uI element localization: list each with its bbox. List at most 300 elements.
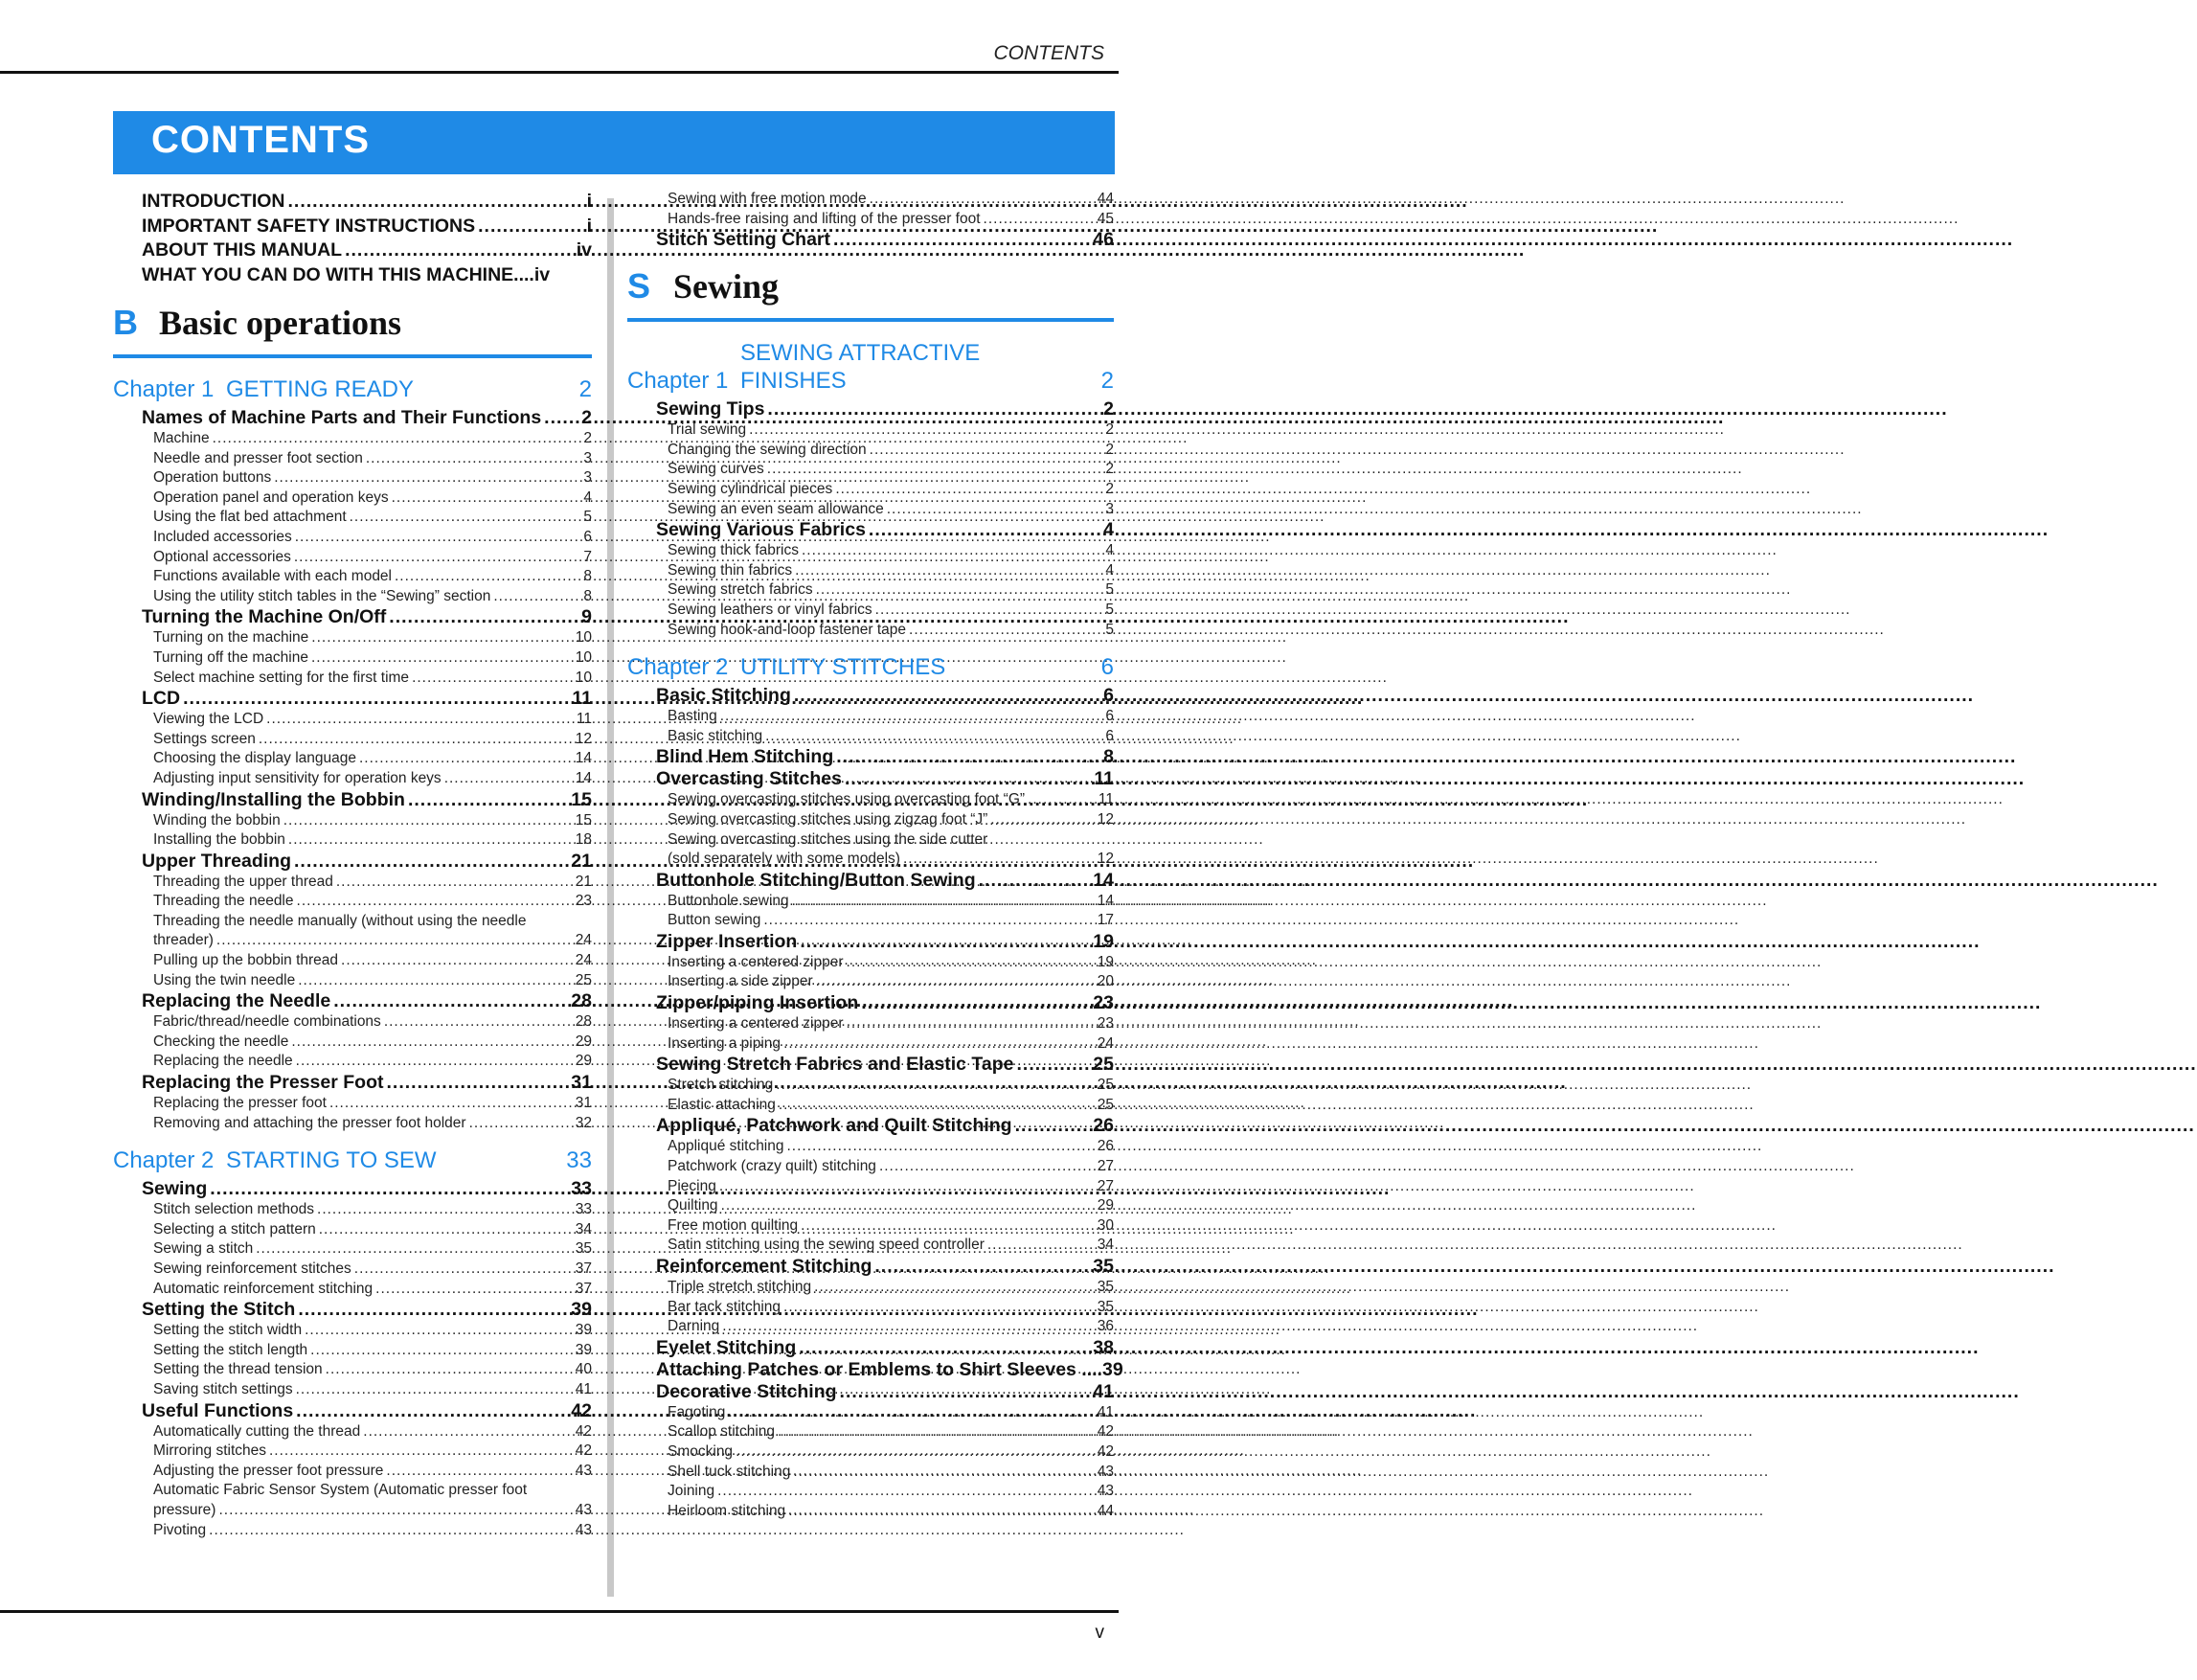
dot-leader xyxy=(363,1422,572,1442)
toc-subsection[interactable] xyxy=(627,480,1114,500)
dot-leader xyxy=(412,669,573,689)
toc-page-number: 9 xyxy=(581,606,592,628)
toc-entry-title: Fagoting xyxy=(668,1403,726,1420)
toc-page-number: 41 xyxy=(1097,1403,1114,1420)
toc-section[interactable] xyxy=(627,931,1114,953)
toc-intro-entry[interactable] xyxy=(113,263,592,288)
toc-subsection[interactable] xyxy=(113,710,592,730)
dot-leader xyxy=(310,1341,573,1361)
toc-subsection[interactable] xyxy=(627,580,1114,601)
toc-entry-title: Inserting a piping xyxy=(668,1034,781,1052)
toc-section[interactable] xyxy=(627,519,1114,541)
toc-page-number: 42 xyxy=(571,1399,592,1421)
toc-section[interactable] xyxy=(627,746,1114,768)
toc-subsection[interactable] xyxy=(627,1216,1114,1237)
toc-page-number: 14 xyxy=(1097,892,1114,909)
toc-section[interactable] xyxy=(627,1256,1114,1278)
toc-entry-title: Reinforcement Stitching xyxy=(656,1256,872,1277)
toc-entry-title: Replacing the Needle xyxy=(142,990,331,1012)
toc-entry-title: Checking the needle xyxy=(153,1033,289,1050)
dot-leader xyxy=(288,830,573,851)
toc-entry-title: Pulling up the bobbin thread xyxy=(153,952,339,969)
toc-subsection[interactable] xyxy=(113,892,592,912)
toc-page-number: 5 xyxy=(583,509,592,526)
toc-section[interactable] xyxy=(627,398,1114,420)
toc-page-number: 38 xyxy=(1093,1336,1114,1358)
toc-subsection[interactable] xyxy=(627,621,1114,641)
dot-leader xyxy=(259,730,573,750)
toc-page-number: 39 xyxy=(1101,1358,1123,1380)
toc-subsection[interactable] xyxy=(113,1260,592,1280)
toc-subsection[interactable] xyxy=(627,1014,1114,1034)
toc-entry-title: LCD xyxy=(142,688,181,710)
toc-entry-title: Saving stitch settings xyxy=(153,1380,293,1397)
part-letter: B xyxy=(113,303,138,342)
dot-leader xyxy=(875,601,1103,621)
toc-entry-title: Choosing the display language xyxy=(153,750,356,767)
toc-page-number: 4 xyxy=(1103,519,1114,541)
toc-subsection-first-line: Threading the needle manually (without using the needle xyxy=(153,912,527,929)
dot-leader xyxy=(984,210,1095,230)
dot-leader xyxy=(296,1400,568,1422)
toc-subsection[interactable] xyxy=(113,1321,592,1341)
toc-entry-title: Basting xyxy=(668,708,717,725)
dot-leader xyxy=(386,1462,572,1482)
toc-subsection[interactable] xyxy=(113,730,592,750)
dot-leader xyxy=(835,480,1102,500)
toc-entry-title: Replacing the needle xyxy=(153,1053,293,1070)
toc-subsection[interactable] xyxy=(627,460,1114,480)
toc-entry-title: Buttonhole Stitching/Button Sewing xyxy=(656,869,976,891)
toc-page-number: 23 xyxy=(575,893,592,910)
toc-entry-title: Included accessories xyxy=(153,528,292,545)
toc-subsection[interactable] xyxy=(113,1033,592,1053)
toc-subsection[interactable] xyxy=(627,1196,1114,1216)
toc-section[interactable] xyxy=(627,768,1114,790)
toc-page-number: 37 xyxy=(575,1260,592,1277)
toc-page-number: 7 xyxy=(583,548,592,565)
toc-page-number: 39 xyxy=(575,1322,592,1339)
chapter-label: Chapter 1 xyxy=(627,368,729,395)
dot-leader xyxy=(793,1463,1094,1483)
chapter-title xyxy=(740,339,1101,395)
toc-page-number: 28 xyxy=(571,990,592,1012)
toc-subsection[interactable] xyxy=(627,1442,1114,1463)
toc-subsection[interactable] xyxy=(627,500,1114,520)
toc-entry-title: Zipper/piping Insertion xyxy=(656,992,859,1014)
toc-subsection[interactable] xyxy=(627,561,1114,581)
toc-page-number: 17 xyxy=(1097,912,1114,929)
toc-entry-title: Basic stitching xyxy=(668,727,763,744)
toc-entry-title: Machine xyxy=(153,430,210,446)
dot-leader xyxy=(274,468,580,488)
toc-page-number: 11 xyxy=(1094,768,1114,790)
toc-entry-title: Turning on the machine xyxy=(153,629,309,647)
toc-page-number: 26 xyxy=(1097,1138,1114,1155)
dot-leader xyxy=(861,992,1090,1014)
dot-leader xyxy=(721,1196,1095,1216)
toc-page-number: i xyxy=(586,191,592,212)
toc-page-number: 8 xyxy=(583,587,592,604)
toc-subsection-wrap[interactable] xyxy=(113,912,592,951)
toc-page-number: 5 xyxy=(1105,581,1114,599)
toc-subsection[interactable] xyxy=(113,567,592,587)
toc-subsection[interactable] xyxy=(113,1422,592,1442)
toc-entry-title: Settings screen xyxy=(153,730,256,747)
toc-section[interactable] xyxy=(627,1054,1114,1076)
dot-leader xyxy=(296,1380,573,1400)
toc-entry-title: Upper Threading xyxy=(142,850,292,872)
toc-section[interactable] xyxy=(627,229,1114,251)
toc-subsection[interactable] xyxy=(113,1341,592,1361)
toc-subsection-cont-line xyxy=(153,1501,592,1521)
toc-subsection[interactable] xyxy=(113,528,592,548)
toc-subsection[interactable] xyxy=(113,830,592,851)
toc-subsection-first-line: Automatic Fabric Sensor System (Automatic presser foot xyxy=(153,1482,528,1499)
toc-section[interactable] xyxy=(113,1178,592,1200)
toc-intro-entry[interactable] xyxy=(113,238,592,263)
toc-subsection[interactable] xyxy=(113,1360,592,1380)
toc-subsection[interactable] xyxy=(627,1034,1114,1055)
toc-subsection[interactable] xyxy=(113,548,592,568)
toc-page-number: 3 xyxy=(1105,500,1114,517)
toc-page-number: 6 xyxy=(1105,708,1114,725)
toc-subsection[interactable] xyxy=(627,1502,1114,1522)
toc-entry-title: Viewing the LCD xyxy=(153,711,264,728)
toc-subsection[interactable] xyxy=(627,810,1114,830)
toc-entry-title: Bar tack stitching xyxy=(668,1298,781,1315)
toc-subsection[interactable] xyxy=(627,972,1114,992)
page-number: v xyxy=(1095,1623,1104,1643)
toc-page-number: 2 xyxy=(1105,421,1114,439)
dot-leader xyxy=(294,548,581,568)
toc-subsection-cont-line xyxy=(668,850,1114,870)
dot-leader xyxy=(359,749,573,769)
toc-page-number: 43 xyxy=(575,1521,592,1538)
toc-page-number: 33 xyxy=(571,1178,592,1200)
toc-subsection[interactable] xyxy=(627,707,1114,727)
toc-page-number: 10 xyxy=(575,648,592,666)
toc-page-number: 43 xyxy=(575,1462,592,1479)
toc-page-number: 8 xyxy=(583,568,592,585)
toc-subsection[interactable] xyxy=(113,1462,592,1482)
dot-leader xyxy=(392,488,581,509)
toc-page-number: 34 xyxy=(575,1220,592,1237)
dot-leader xyxy=(870,441,1103,461)
toc-page-number: 18 xyxy=(575,831,592,849)
chapter-heading[interactable] xyxy=(113,375,592,403)
toc-entry-title: Sewing stretch fabrics xyxy=(668,581,813,599)
toc-subsection[interactable] xyxy=(113,749,592,769)
toc-subsection[interactable] xyxy=(113,1012,592,1033)
toc-page-number: 36 xyxy=(1097,1318,1114,1335)
dot-leader xyxy=(345,238,574,263)
toc-page-number: 42 xyxy=(1097,1423,1114,1441)
toc-entry-title: Smocking xyxy=(668,1442,734,1460)
chapter-label: Chapter 1 xyxy=(113,376,215,402)
toc-subsection[interactable] xyxy=(627,892,1114,912)
toc-subsection[interactable] xyxy=(113,1114,592,1134)
toc-subsection[interactable] xyxy=(627,1236,1114,1256)
dot-leader xyxy=(799,1337,1090,1359)
toc-subsection[interactable] xyxy=(113,587,592,607)
dot-leader xyxy=(408,789,568,811)
toc-subsection[interactable] xyxy=(627,1482,1114,1502)
chapter-page-number: 2 xyxy=(578,376,592,402)
toc-section[interactable] xyxy=(113,1400,592,1422)
toc-section[interactable] xyxy=(627,870,1114,892)
chapter-page-number: 2 xyxy=(1100,368,1114,395)
dot-leader xyxy=(295,528,581,548)
toc-section[interactable] xyxy=(627,685,1114,707)
toc-subsection[interactable] xyxy=(627,441,1114,461)
dot-leader xyxy=(386,1072,568,1094)
toc-page-number: 10 xyxy=(575,629,592,647)
toc-page-number: 23 xyxy=(1097,1015,1114,1033)
toc-entry-title: Threading the needle xyxy=(153,893,294,910)
toc-subsection[interactable] xyxy=(113,1052,592,1072)
toc-entry-title: Sewing Tips xyxy=(656,398,765,420)
toc-subsection[interactable] xyxy=(113,1442,592,1462)
toc-entry-title: Turning the Machine On/Off xyxy=(142,606,387,628)
toc-subsection[interactable] xyxy=(113,1280,592,1300)
toc-subsection[interactable] xyxy=(113,449,592,469)
chapter-heading[interactable] xyxy=(113,1146,592,1174)
toc-entry-title: Decorative Stitching xyxy=(656,1380,837,1402)
toc-page-number: 11 xyxy=(1098,791,1114,808)
toc-subsection[interactable] xyxy=(627,420,1114,441)
toc-section[interactable] xyxy=(113,688,592,710)
toc-page-number: 12 xyxy=(1097,810,1114,828)
toc-entry-title: Sewing reinforcement stitches xyxy=(153,1260,351,1277)
toc-subsection[interactable] xyxy=(113,468,592,488)
toc-entry-title: Heirloom stitching xyxy=(668,1502,786,1519)
dot-leader xyxy=(717,1482,1095,1502)
toc-entry-title: INTRODUCTION xyxy=(142,191,285,212)
chapter-title-line: SEWING ATTRACTIVE xyxy=(740,340,981,367)
toc-subsection[interactable] xyxy=(627,727,1114,747)
toc-section[interactable] xyxy=(113,851,592,873)
toc-subsection[interactable] xyxy=(113,488,592,509)
dot-leader xyxy=(792,892,1095,912)
toc-entry-title: Attaching Patches or Emblems to Shirt Sleeves .... xyxy=(656,1358,1102,1380)
toc-page-number: 42 xyxy=(575,1442,592,1460)
dot-leader xyxy=(296,1052,573,1072)
toc-entry-title: Sewing xyxy=(142,1178,208,1200)
toc-entry-title: Sewing thick fabrics xyxy=(668,542,799,559)
toc-intro-entry[interactable] xyxy=(113,215,592,239)
dot-leader xyxy=(326,1360,573,1380)
toc-entry-title: Using the twin needle xyxy=(153,971,296,988)
toc-page-number: 12 xyxy=(575,730,592,747)
toc-subsection[interactable] xyxy=(113,1094,592,1114)
toc-subsection-first-line: Sewing overcasting stitches using the side cutter xyxy=(668,830,988,848)
toc-page-number: 2 xyxy=(583,430,592,446)
toc-subsection[interactable] xyxy=(113,951,592,971)
dot-leader xyxy=(216,931,573,951)
toc-intro-entry[interactable] xyxy=(113,190,592,215)
toc-subsection[interactable] xyxy=(627,1177,1114,1197)
toc-subsection[interactable] xyxy=(627,1403,1114,1423)
toc-page-number: 6 xyxy=(583,528,592,545)
toc-subsection[interactable] xyxy=(113,1380,592,1400)
toc-page-number: 8 xyxy=(1103,746,1114,768)
toc-section[interactable] xyxy=(113,789,592,811)
toc-subsection[interactable] xyxy=(627,1317,1114,1337)
toc-subsection[interactable] xyxy=(627,1076,1114,1096)
dot-leader xyxy=(354,1260,573,1280)
dot-leader xyxy=(317,1200,573,1220)
dot-leader xyxy=(544,407,578,429)
toc-entry-title: Setting the Stitch xyxy=(142,1299,296,1321)
toc-page-number: 43 xyxy=(1097,1483,1114,1500)
dot-leader xyxy=(366,449,581,469)
toc-section[interactable] xyxy=(627,1115,1114,1137)
dot-leader xyxy=(256,1239,573,1260)
toc-section[interactable] xyxy=(627,1337,1114,1359)
toc-page-number: 2 xyxy=(1105,461,1114,478)
toc-entry-title: Pivoting xyxy=(153,1521,207,1538)
toc-section[interactable] xyxy=(113,1072,592,1094)
toc-page-number: 43 xyxy=(1097,1463,1114,1480)
toc-subsection[interactable] xyxy=(627,1157,1114,1177)
toc-section[interactable] xyxy=(627,992,1114,1014)
toc-subsection[interactable] xyxy=(627,210,1114,230)
left-column xyxy=(113,190,592,1540)
toc-entry-title: Installing the bobbin xyxy=(153,831,285,849)
dot-leader xyxy=(783,1298,1095,1318)
toc-subsection[interactable] xyxy=(627,953,1114,973)
toc-page-number: 25 xyxy=(1097,1077,1114,1094)
toc-entry-title: pressure) xyxy=(153,1501,216,1518)
toc-subsection[interactable] xyxy=(113,1521,592,1541)
chapter-title-line: UTILITY STITCHES xyxy=(740,654,946,681)
dot-leader xyxy=(847,1014,1095,1034)
toc-subsection[interactable] xyxy=(113,811,592,831)
toc-entry-title: Sewing leathers or vinyl fabrics xyxy=(668,601,872,618)
toc-subsection[interactable] xyxy=(113,669,592,689)
toc-subsection[interactable] xyxy=(627,190,1114,210)
dot-leader xyxy=(1015,1115,1091,1137)
toc-entry-title: Triple stretch stitching xyxy=(668,1279,812,1295)
toc-subsection[interactable] xyxy=(627,1137,1114,1157)
contents-banner xyxy=(113,111,1115,174)
toc-subsection[interactable] xyxy=(113,1239,592,1260)
toc-subsection[interactable] xyxy=(113,628,592,648)
dot-leader xyxy=(297,892,573,912)
toc-subsection[interactable] xyxy=(627,1463,1114,1483)
toc-section[interactable] xyxy=(113,407,592,429)
dot-leader xyxy=(384,1012,573,1033)
dot-leader xyxy=(794,685,1100,707)
page-title: CONTENTS xyxy=(151,119,370,161)
toc-subsection[interactable] xyxy=(113,648,592,669)
dot-leader xyxy=(776,1076,1094,1096)
toc-entry-title: Replacing the presser foot xyxy=(153,1095,327,1112)
toc-entry-title: Quilting xyxy=(668,1197,718,1215)
toc-section[interactable] xyxy=(627,1358,1123,1381)
toc-subsection[interactable] xyxy=(113,1220,592,1240)
toc-entry-title: Fabric/thread/needle combinations xyxy=(153,1013,381,1031)
chapter-heading[interactable] xyxy=(627,339,1114,395)
toc-section[interactable] xyxy=(113,606,592,628)
toc-subsection[interactable] xyxy=(113,971,592,991)
toc-entry-title: Overcasting Stitches xyxy=(656,768,842,790)
toc-subsection[interactable] xyxy=(113,769,592,789)
toc-entry-title: Inserting a centered zipper xyxy=(668,953,844,970)
toc-page-number: 12 xyxy=(1097,851,1114,868)
toc-subsection[interactable] xyxy=(627,1298,1114,1318)
dot-leader xyxy=(736,1442,1095,1463)
toc-entry-title: Operation panel and operation keys xyxy=(153,488,389,506)
dot-leader xyxy=(269,1442,573,1462)
dot-leader xyxy=(319,1220,573,1240)
toc-entry-title: Names of Machine Parts and Their Functions xyxy=(142,407,542,428)
dot-leader xyxy=(375,1280,573,1300)
toc-page-number: i xyxy=(586,215,592,237)
toc-entry-title: Automatic reinforcement stitching xyxy=(153,1280,374,1297)
toc-entry-title: Appliqué, Patchwork and Quilt Stitching xyxy=(656,1115,1012,1137)
toc-entry-title: Using the utility stitch tables in the “Sewing” section xyxy=(153,587,491,604)
toc-subsection[interactable] xyxy=(627,911,1114,931)
toc-subsection[interactable] xyxy=(627,541,1114,561)
chapter-heading[interactable] xyxy=(627,653,1114,681)
toc-subsection[interactable] xyxy=(627,1096,1114,1116)
toc-page-number: 42 xyxy=(575,1422,592,1440)
toc-subsection-wrap[interactable] xyxy=(113,1481,592,1520)
toc-page-number: 35 xyxy=(1097,1279,1114,1295)
toc-section[interactable] xyxy=(113,1299,592,1321)
toc-page-number: 25 xyxy=(1097,1096,1114,1113)
toc-page-number: 39 xyxy=(571,1299,592,1321)
dot-leader xyxy=(719,1177,1095,1197)
toc-page-number: 14 xyxy=(575,750,592,767)
toc-subsection[interactable] xyxy=(113,429,592,449)
toc-subsection-wrap[interactable] xyxy=(627,830,1114,870)
dot-leader xyxy=(979,870,1091,892)
toc-subsection[interactable] xyxy=(627,790,1114,810)
toc-section[interactable] xyxy=(113,990,592,1012)
toc-entry-title: Stretch stitching xyxy=(668,1077,774,1094)
toc-entry-title: Useful Functions xyxy=(142,1399,294,1421)
dot-leader xyxy=(1028,790,1096,810)
toc-entry-title: threader) xyxy=(153,932,214,949)
toc-subsection[interactable] xyxy=(627,601,1114,621)
dot-leader xyxy=(778,1422,1095,1442)
toc-subsection[interactable] xyxy=(627,1278,1114,1298)
toc-page-number: 34 xyxy=(1097,1237,1114,1254)
toc-subsection[interactable] xyxy=(113,873,592,893)
toc-page-number: 5 xyxy=(1105,601,1114,618)
toc-section[interactable] xyxy=(627,1381,1114,1403)
toc-entry-title: Mirroring stitches xyxy=(153,1442,266,1460)
toc-entry-title: Using the flat bed attachment xyxy=(153,509,347,526)
toc-subsection[interactable] xyxy=(627,1422,1114,1442)
dot-leader xyxy=(847,953,1095,973)
toc-entry-title: Functions available with each model xyxy=(153,568,392,585)
toc-entry-title: Adjusting input sensitivity for operation keys xyxy=(153,769,442,786)
toc-page-number: 35 xyxy=(575,1240,592,1258)
toc-page-number: 5 xyxy=(1105,621,1114,638)
toc-entry-title: Winding the bobbin xyxy=(153,811,281,829)
toc-subsection[interactable] xyxy=(113,508,592,528)
toc-page-number: 6 xyxy=(1103,685,1114,707)
toc-page-number: 35 xyxy=(1093,1256,1114,1277)
dot-leader xyxy=(1017,1054,1091,1076)
toc-subsection[interactable] xyxy=(113,1200,592,1220)
toc-page-number: 40 xyxy=(575,1361,592,1378)
toc-entry-title: Scallop stitching xyxy=(668,1423,776,1441)
